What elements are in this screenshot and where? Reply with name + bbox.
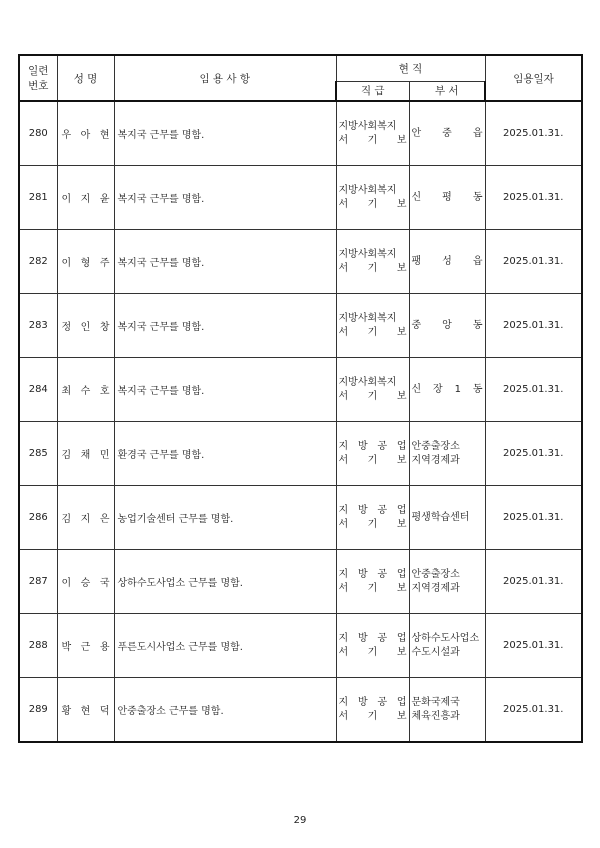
name-char: 국 bbox=[99, 578, 110, 589]
rank-line: 지 방 공 업 bbox=[338, 440, 407, 452]
appointment-date: 2025.01.31. bbox=[485, 614, 582, 678]
name-char: 윤 bbox=[99, 194, 110, 205]
rank-line: 지 방 공 업 bbox=[338, 632, 407, 644]
name-char: 현 bbox=[80, 706, 91, 717]
name-char: 형 bbox=[80, 258, 91, 269]
serial-number: 287 bbox=[19, 550, 57, 614]
department-cell bbox=[409, 358, 485, 422]
person-name bbox=[57, 422, 114, 486]
appointment-date: 2025.01.31. bbox=[485, 358, 582, 422]
department-cell bbox=[409, 166, 485, 230]
department-line: 안중출장소 bbox=[411, 568, 460, 580]
department-line: 문화국제국 bbox=[411, 696, 460, 708]
person-name-chars bbox=[58, 126, 114, 141]
person-name-chars bbox=[58, 382, 114, 397]
person-name-chars bbox=[58, 254, 114, 269]
appointment-table bbox=[18, 54, 583, 743]
name-char: 김 bbox=[61, 450, 72, 461]
appointment-description: 농업기술센터 근무를 명함. bbox=[114, 486, 336, 550]
rank-cell bbox=[336, 101, 409, 166]
rank-cell bbox=[336, 358, 409, 422]
rank-cell bbox=[336, 294, 409, 358]
serial-number: 284 bbox=[19, 358, 57, 422]
name-char: 승 bbox=[80, 578, 91, 589]
rank-line: 서 기 보 bbox=[338, 518, 407, 530]
table-row bbox=[19, 422, 582, 486]
person-name-chars bbox=[58, 702, 114, 717]
rank-line: 지방사회복지 bbox=[338, 184, 397, 196]
serial-number: 288 bbox=[19, 614, 57, 678]
serial-number: 285 bbox=[19, 422, 57, 486]
header-current-position: 현 직 bbox=[336, 55, 485, 81]
appointment-description: 복지국 근무를 명함. bbox=[114, 294, 336, 358]
rank-line: 서 기 보 bbox=[338, 326, 407, 338]
table-row bbox=[19, 230, 582, 294]
person-name bbox=[57, 230, 114, 294]
department-cell bbox=[409, 422, 485, 486]
rank-line: 지 방 공 업 bbox=[338, 696, 407, 708]
rank-line: 서 기 보 bbox=[338, 198, 407, 210]
table-row bbox=[19, 358, 582, 422]
name-char: 우 bbox=[61, 130, 72, 141]
department-cell bbox=[409, 614, 485, 678]
serial-number: 282 bbox=[19, 230, 57, 294]
rank-line: 지방사회복지 bbox=[338, 376, 397, 388]
name-char: 은 bbox=[99, 514, 110, 525]
name-char: 박 bbox=[61, 642, 72, 653]
name-char: 최 bbox=[61, 386, 72, 397]
person-name bbox=[57, 101, 114, 166]
serial-number: 286 bbox=[19, 486, 57, 550]
rank-cell bbox=[336, 550, 409, 614]
department-line: 팽 성 읍 bbox=[411, 255, 483, 267]
rank-cell bbox=[336, 422, 409, 486]
name-char: 이 bbox=[61, 258, 72, 269]
rank-cell bbox=[336, 166, 409, 230]
header-name: 성 명 bbox=[57, 55, 114, 101]
person-name bbox=[57, 294, 114, 358]
table-row bbox=[19, 166, 582, 230]
appointment-description: 푸른도시사업소 근무를 명함. bbox=[114, 614, 336, 678]
name-char: 김 bbox=[61, 514, 72, 525]
appointment-description: 복지국 근무를 명함. bbox=[114, 101, 336, 166]
department-cell bbox=[409, 101, 485, 166]
header-date: 임용일자 bbox=[485, 55, 582, 101]
rank-line: 지방사회복지 bbox=[338, 248, 397, 260]
table-row bbox=[19, 486, 582, 550]
table-row bbox=[19, 614, 582, 678]
name-char: 지 bbox=[80, 194, 91, 205]
name-char: 민 bbox=[99, 450, 110, 461]
appointment-date: 2025.01.31. bbox=[485, 166, 582, 230]
appointment-date: 2025.01.31. bbox=[485, 678, 582, 743]
rank-line: 지방사회복지 bbox=[338, 120, 397, 132]
name-char: 아 bbox=[80, 130, 91, 141]
rank-line: 서 기 보 bbox=[338, 262, 407, 274]
department-line: 안 중 읍 bbox=[411, 127, 483, 139]
rank-line: 지 방 공 업 bbox=[338, 568, 407, 580]
table-row bbox=[19, 101, 582, 166]
person-name bbox=[57, 550, 114, 614]
department-cell bbox=[409, 678, 485, 743]
rank-line: 지방사회복지 bbox=[338, 312, 397, 324]
appointment-description: 안중출장소 근무를 명함. bbox=[114, 678, 336, 743]
name-char: 인 bbox=[80, 322, 91, 333]
department-line: 수도시설과 bbox=[411, 646, 460, 658]
appointment-date: 2025.01.31. bbox=[485, 294, 582, 358]
appointment-date: 2025.01.31. bbox=[485, 101, 582, 166]
header-appointment: 임 용 사 항 bbox=[114, 55, 336, 101]
rank-line: 서 기 보 bbox=[338, 582, 407, 594]
table-row bbox=[19, 678, 582, 743]
name-char: 호 bbox=[99, 386, 110, 397]
name-char: 현 bbox=[99, 130, 110, 141]
name-char: 용 bbox=[99, 642, 110, 653]
page-number: 29 bbox=[293, 815, 307, 826]
department-line: 중 앙 동 bbox=[411, 319, 483, 331]
person-name bbox=[57, 678, 114, 743]
person-name-chars bbox=[58, 510, 114, 525]
appointment-date: 2025.01.31. bbox=[485, 486, 582, 550]
appointment-description: 복지국 근무를 명함. bbox=[114, 230, 336, 294]
name-char: 수 bbox=[80, 386, 91, 397]
person-name-chars bbox=[58, 638, 114, 653]
name-char: 근 bbox=[80, 642, 91, 653]
header-rank: 직 급 bbox=[336, 81, 409, 101]
name-char: 이 bbox=[61, 578, 72, 589]
rank-line: 서 기 보 bbox=[338, 390, 407, 402]
rank-cell bbox=[336, 678, 409, 743]
person-name-chars bbox=[58, 574, 114, 589]
name-char: 황 bbox=[61, 706, 72, 717]
header-serial-line2: 번호 bbox=[28, 80, 49, 92]
department-cell bbox=[409, 486, 485, 550]
person-name bbox=[57, 358, 114, 422]
department-line: 지역경제과 bbox=[411, 454, 460, 466]
department-cell bbox=[409, 230, 485, 294]
rank-cell bbox=[336, 486, 409, 550]
department-line: 신 평 동 bbox=[411, 191, 483, 203]
serial-number: 281 bbox=[19, 166, 57, 230]
table-row bbox=[19, 294, 582, 358]
appointment-description: 복지국 근무를 명함. bbox=[114, 358, 336, 422]
appointment-date: 2025.01.31. bbox=[485, 550, 582, 614]
department-line: 상하수도사업소 bbox=[411, 632, 480, 644]
rank-line: 서 기 보 bbox=[338, 454, 407, 466]
person-name bbox=[57, 614, 114, 678]
name-char: 창 bbox=[99, 322, 110, 333]
department-cell bbox=[409, 550, 485, 614]
name-char: 지 bbox=[80, 514, 91, 525]
name-char: 주 bbox=[99, 258, 110, 269]
department-line: 신 장 1 동 bbox=[411, 383, 483, 395]
person-name-chars bbox=[58, 318, 114, 333]
person-name bbox=[57, 486, 114, 550]
person-name-chars bbox=[58, 190, 114, 205]
rank-cell bbox=[336, 614, 409, 678]
department-line: 체육진흥과 bbox=[411, 710, 460, 722]
name-char: 덕 bbox=[99, 706, 110, 717]
rank-cell bbox=[336, 230, 409, 294]
serial-number: 283 bbox=[19, 294, 57, 358]
appointment-date: 2025.01.31. bbox=[485, 230, 582, 294]
rank-line: 서 기 보 bbox=[338, 134, 407, 146]
rank-line: 서 기 보 bbox=[338, 710, 407, 722]
rank-line: 지 방 공 업 bbox=[338, 504, 407, 516]
appointment-description: 상하수도사업소 근무를 명함. bbox=[114, 550, 336, 614]
person-name-chars bbox=[58, 446, 114, 461]
header-dept: 부 서 bbox=[409, 81, 485, 101]
name-char: 이 bbox=[61, 194, 72, 205]
appointment-description: 복지국 근무를 명함. bbox=[114, 166, 336, 230]
department-line: 안중출장소 bbox=[411, 440, 460, 452]
table-row bbox=[19, 550, 582, 614]
name-char: 정 bbox=[61, 322, 72, 333]
header-serial-line1: 일련 bbox=[28, 65, 49, 77]
department-line: 평생학습센터 bbox=[411, 511, 470, 523]
appointment-description: 환경국 근무를 명함. bbox=[114, 422, 336, 486]
person-name bbox=[57, 166, 114, 230]
appointment-date: 2025.01.31. bbox=[485, 422, 582, 486]
serial-number: 289 bbox=[19, 678, 57, 743]
serial-number: 280 bbox=[19, 101, 57, 166]
department-cell bbox=[409, 294, 485, 358]
header-serial bbox=[19, 55, 57, 101]
rank-line: 서 기 보 bbox=[338, 646, 407, 658]
name-char: 채 bbox=[80, 450, 91, 461]
department-line: 지역경제과 bbox=[411, 582, 460, 594]
